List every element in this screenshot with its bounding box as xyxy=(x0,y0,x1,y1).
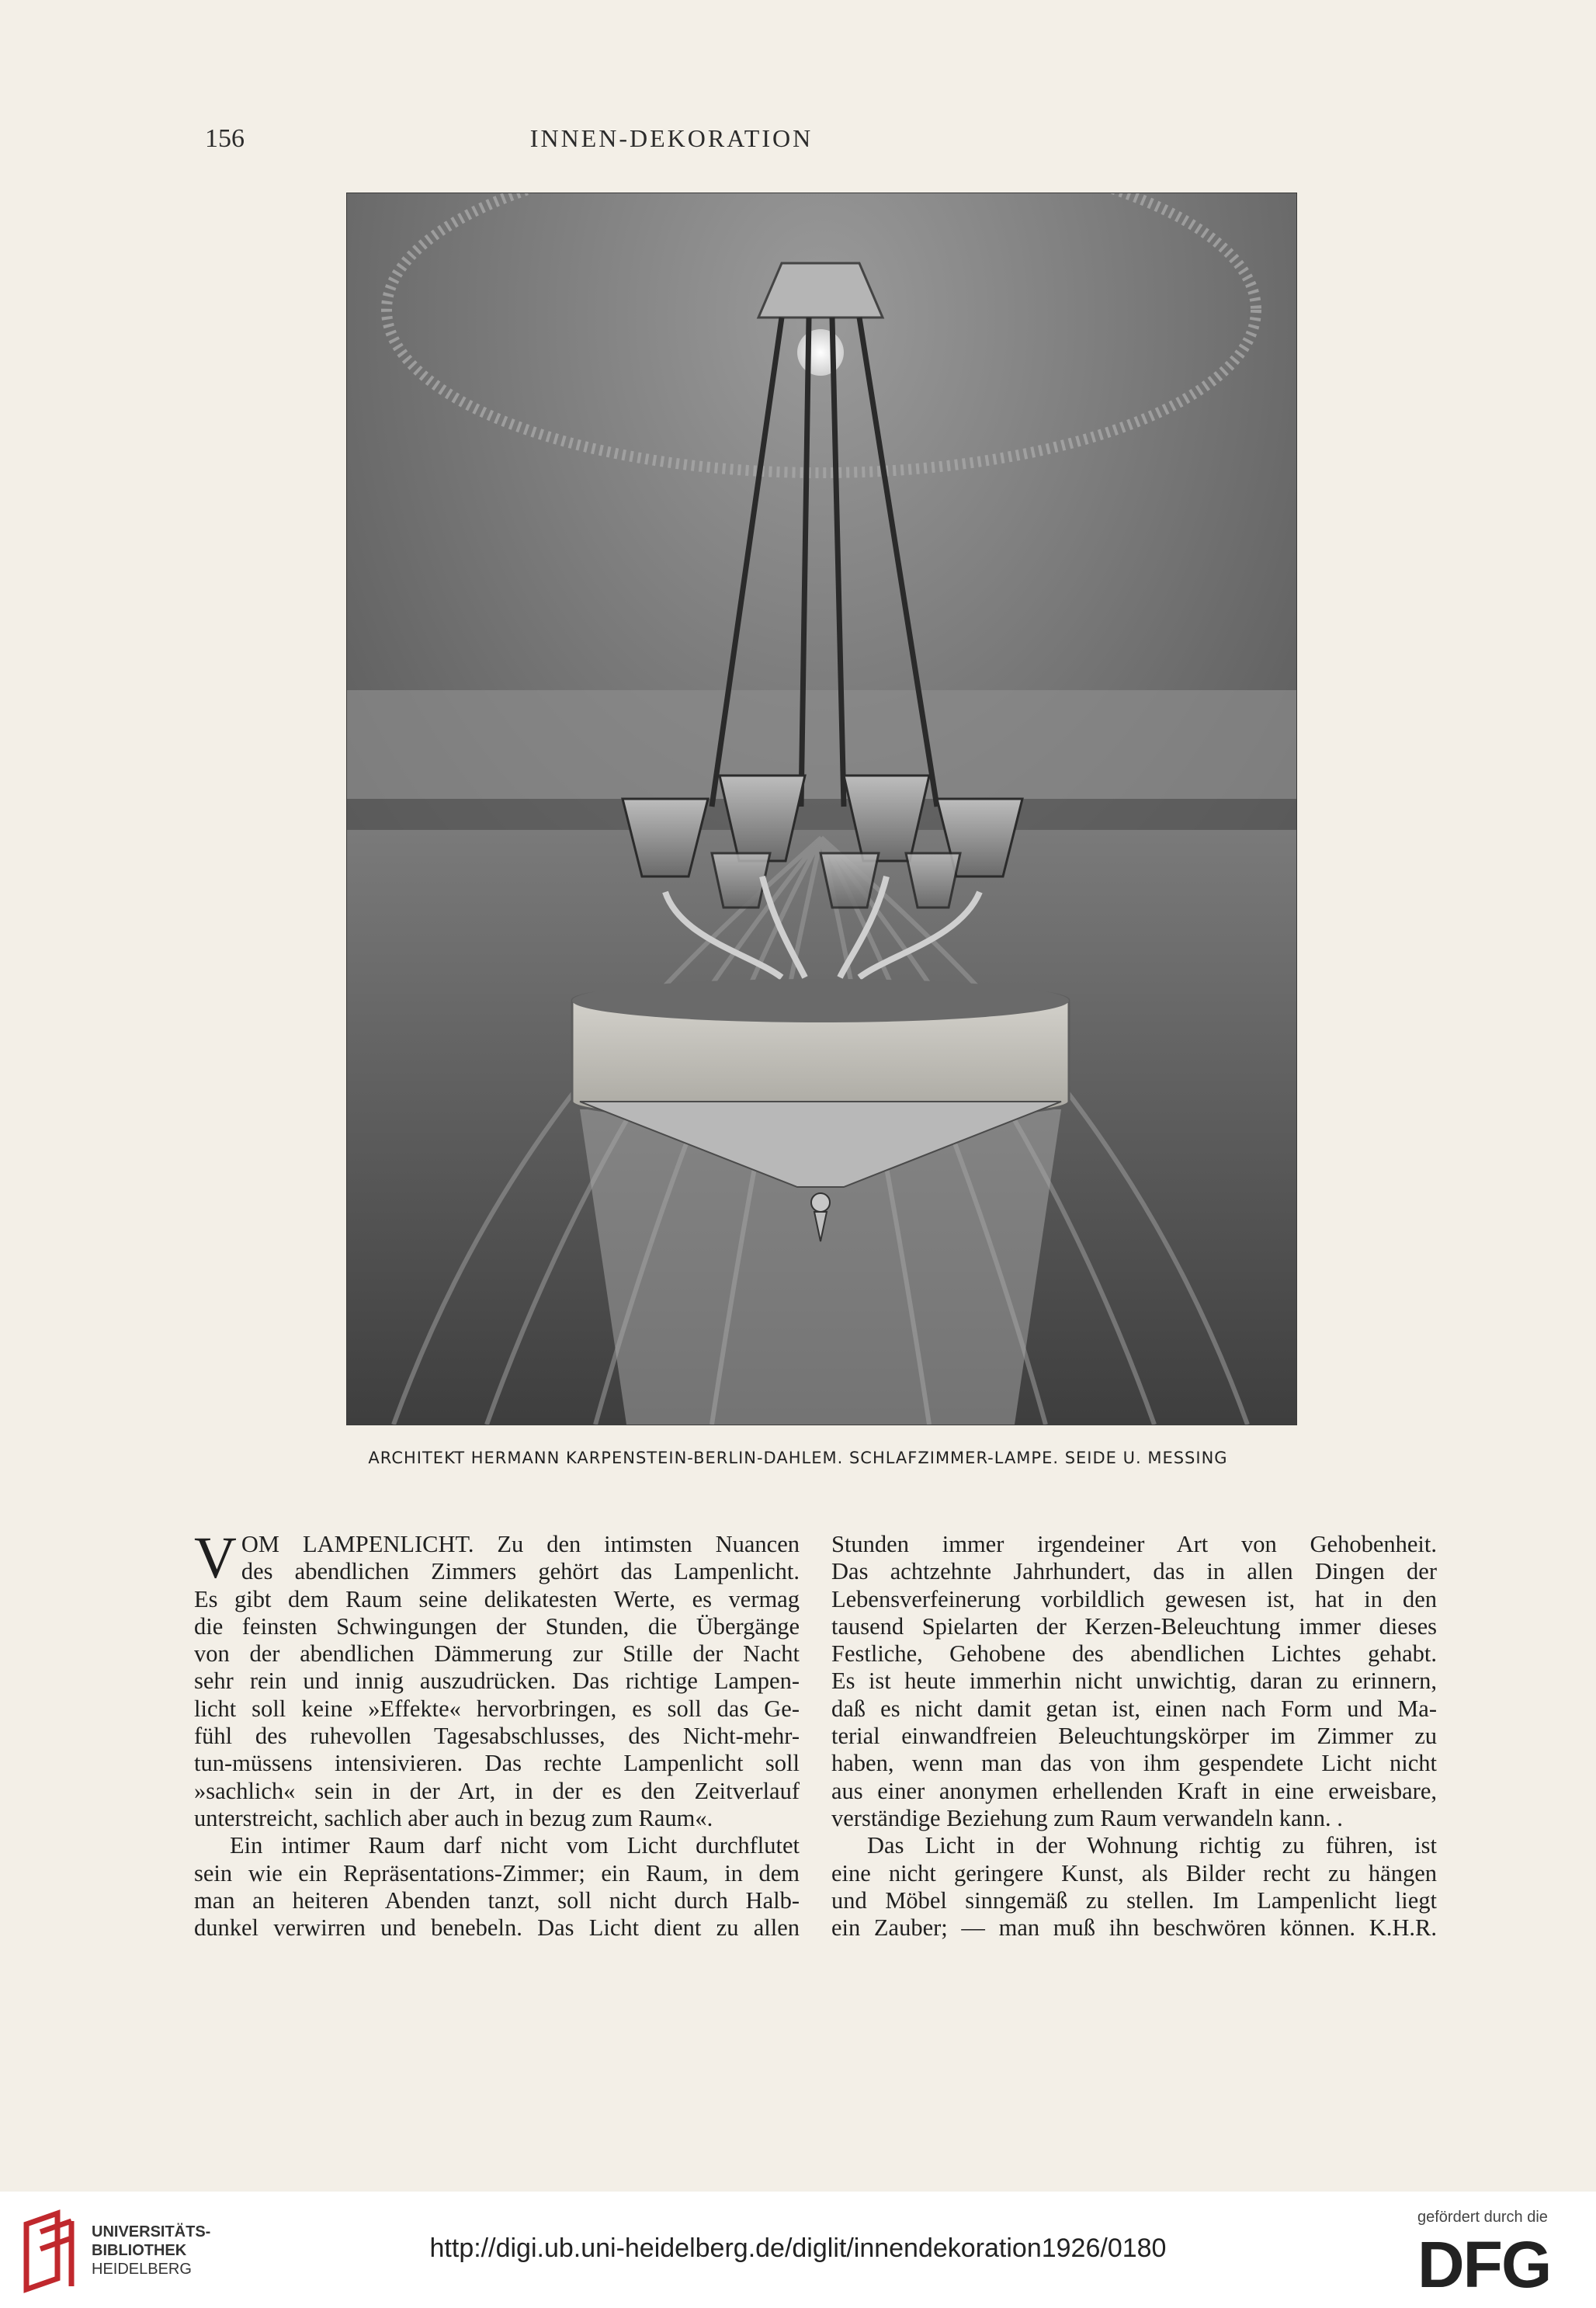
text-line: Das Licht in der Wohnung richtig zu führen, ist xyxy=(867,1832,1437,1859)
text-line: man an heiteren Abenden tanzt, soll nicht durch Halb- xyxy=(194,1886,800,1914)
text-line: OM LAMPENLICHT. Zu den intimsten Nuancen xyxy=(241,1531,800,1557)
article-left-column xyxy=(194,1525,800,1942)
article-right-column xyxy=(831,1531,1437,1942)
text-line: des abendlichen Zimmers gehört das Lampenlicht. xyxy=(241,1558,800,1585)
digitization-footer xyxy=(0,2192,1596,2308)
funding-note: gefördert durch die xyxy=(1417,2209,1548,2226)
text-line: licht soll keine »Effekte« hervorbringen, es soll das Ge- xyxy=(194,1695,800,1722)
text-line: und Möbel sinngemäß zu stellen. Im Lampenlicht liegt xyxy=(831,1886,1437,1914)
text-line: dunkel verwirren und benebeln. Das Licht dient zu allen xyxy=(194,1914,800,1942)
text-line: die feinsten Schwingungen der Stunden, die Übergänge xyxy=(194,1612,800,1640)
library-name-line: UNIVERSITÄTS- xyxy=(92,2223,211,2240)
text-line: sein wie ein Repräsentations-Zimmer; ein Raum, in dem xyxy=(194,1859,800,1886)
text-line: terial einwandfreien Beleuchtungskörper im Zimmer zu xyxy=(831,1723,1437,1750)
text-line: Festliche, Gehobene des abendlichen Lichtes gehabt. xyxy=(831,1640,1437,1668)
text-line: daß es nicht damit getan ist, einen nach Form und Ma- xyxy=(831,1695,1437,1722)
text-line: aus einer anonymen erhellenden Kraft in eine erweisbare, xyxy=(831,1777,1437,1804)
library-name-line: HEIDELBERG xyxy=(92,2261,192,2278)
text-line: tausend Spielarten der Kerzen-Beleuchtung immer dieses xyxy=(831,1612,1437,1640)
plate-caption: ARCHITEKT HERMANN KARPENSTEIN-BERLIN-DAHLEM. SCHLAFZIMMER-LAMPE. SEIDE U. MESSING xyxy=(368,1449,1228,1467)
library-name-line: BIBLIOTHEK xyxy=(92,2242,187,2259)
text-line: von der abendlichen Dämmerung zur Stille der Nacht xyxy=(194,1640,800,1668)
text-line: Stunden immer irgendeiner Art von Gehobenheit. xyxy=(831,1531,1437,1557)
text-line: Lebensverfeinerung vorbildlich gewesen ist, hat in den xyxy=(831,1585,1437,1612)
text-line: fühl des ruhevollen Tagesabschlusses, des Nicht-mehr- xyxy=(194,1723,800,1750)
text-line: unterstreicht, sachlich aber auch in bezug zum Raum«. xyxy=(194,1804,713,1831)
text-line: haben, wenn man das von ihm gespendete Licht nicht xyxy=(831,1750,1437,1777)
chandelier-photograph xyxy=(346,193,1297,1425)
text-line: eine nicht geringere Kunst, als Bilder recht zu hängen xyxy=(831,1859,1437,1886)
text-line: »sachlich« sein in der Art, in der es den Zeitverlauf xyxy=(194,1777,800,1804)
text-line: sehr rein und innig auszudrücken. Das richtige Lampen- xyxy=(194,1668,800,1695)
drop-cap: V xyxy=(194,1525,237,1591)
text-line: verständige Beziehung zum Raum verwandeln kann. . xyxy=(831,1804,1343,1831)
text-line: Ein intimer Raum darf nicht vom Licht durchflutet xyxy=(230,1832,800,1859)
text-line: Das achtzehnte Jahrhundert, das in allen Dingen der xyxy=(831,1558,1437,1585)
text-line: Es gibt dem Raum seine delikatesten Werte, es vermag xyxy=(194,1585,800,1612)
text-line: tun-müssens intensivieren. Das rechte Lampenlicht soll xyxy=(194,1750,800,1777)
text-line: ein Zauber; — man muß ihn beschwören können. K.H.R. xyxy=(831,1914,1437,1942)
page-number: 156 xyxy=(205,124,245,153)
dfg-logo[interactable]: DFG xyxy=(1417,2228,1551,2301)
permalink-url[interactable]: http://digi.ub.uni-heidelberg.de/diglit/innendekoration1926/0180 xyxy=(429,2233,1167,2263)
running-title: INNEN-DEKORATION xyxy=(529,124,814,152)
text-line: Es ist heute immerhin nicht unwichtig, daran zu erinnern, xyxy=(831,1668,1437,1695)
